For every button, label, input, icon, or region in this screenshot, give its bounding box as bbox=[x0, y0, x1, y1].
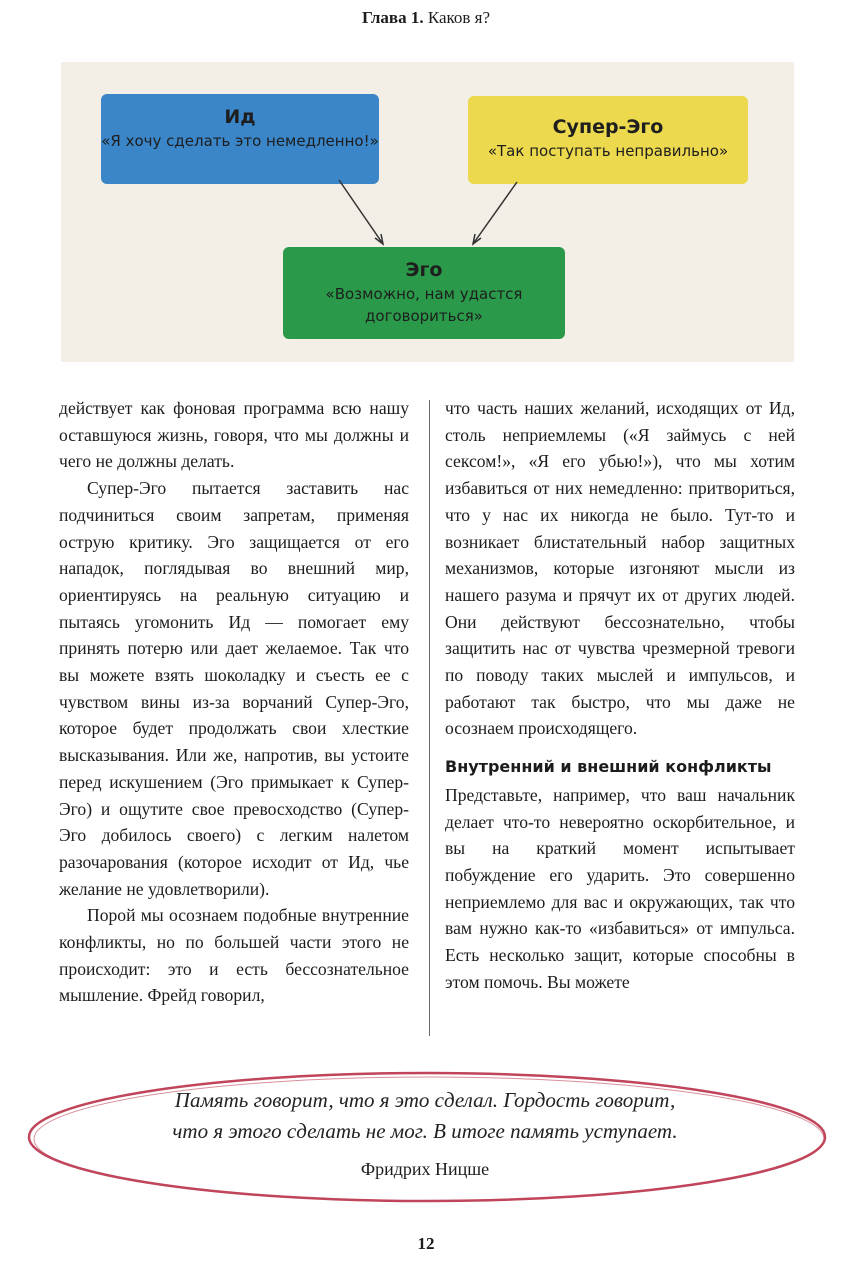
ego-title: Эго bbox=[405, 259, 443, 281]
ego-quote: «Возможно, нам удастся договориться» bbox=[325, 285, 523, 325]
superego-title: Супер-Эго bbox=[552, 116, 664, 138]
id-title: Ид bbox=[224, 106, 256, 128]
right-paragraph-1: что часть наших желаний, исходящих от Ид, столь неприемлемы («Я займусь с ней сексом!», «Я его убью!»), что мы хотим избавиться от них немедленно: притвориться, что у нас их никогда не было. Тут-то и возникает блистательный набор защитных механизмов, которые изгоняют мысли из нашего разума и прячут их от других людей. Они действуют бессознательно, чтобы защитить нас от чувства чрезмерной тревоги по поводу таких мыслей и импульсов, и работают так быстро, что мы даже не осознаем происходящего. bbox=[445, 398, 795, 739]
left-column bbox=[59, 395, 409, 1009]
left-paragraph-3: Порой мы осознаем подобные внутренние конфликты, но по большей части этого не происходит: это и есть бессознательное мышление. Фрейд говорил, bbox=[59, 905, 409, 1006]
page-number: 12 bbox=[417, 1234, 435, 1253]
left-paragraph-2: Супер-Эго пытается заставить нас подчиниться своим запретам, применяя острую критику. Эго защищается от его нападок, поглядывая во внешний мир, ориентируясь на реальную ситуацию и пытаясь угомонить Ид — помогает ему принять потерю или дает желаемое. Так что вы можете взять шоколадку и съесть ее с чувством вины из-за ворчаний Супер-Эго, которое будет продолжать свои хлесткие высказывания. Или же, напротив, вы устоите перед искушением (Эго примыкает к Супер-Эго) и ощутите свое превосходство (Супер-Эго добилось своего) с легким налетом разочарования (которое исходит от Ид, чье желание не удовлетворили). bbox=[59, 478, 409, 899]
arrow-superego-to-ego bbox=[473, 182, 517, 244]
column-divider bbox=[429, 400, 430, 1036]
right-column bbox=[445, 395, 795, 995]
diagram-arrows bbox=[61, 62, 794, 362]
left-paragraph-1: действует как фоновая программа всю нашу оставшуюся жизнь, говоря, что мы должны и чего не должны делать. bbox=[59, 398, 409, 472]
section-subheading: Внутренний и внешний конфликты bbox=[445, 757, 772, 777]
running-header bbox=[0, 8, 852, 28]
epigraph-quote bbox=[80, 1085, 770, 1180]
id-quote: «Я хочу сделать это немедленно!» bbox=[101, 132, 379, 150]
chapter-title: Каков я? bbox=[427, 8, 491, 27]
psyche-diagram bbox=[61, 62, 794, 362]
quote-line-2: что я этого сделать не мог. В итоге память уступает. bbox=[172, 1119, 678, 1143]
superego-quote: «Так поступать неправильно» bbox=[487, 142, 729, 160]
arrow-id-to-ego bbox=[339, 180, 383, 244]
quote-line-1: Память говорит, что я это сделал. Гордость говорит, bbox=[174, 1088, 676, 1112]
right-paragraph-2: Представьте, например, что ваш начальник делает что-то невероятно оскорбительное, и вы на краткий момент испытывает побуждение его ударить. Это совершенно неприемлемо для вас и окружающих, так что вам нужно как-то «избавиться» от импульса. Есть несколько защит, которые способны в этом помочь. Вы можете bbox=[445, 784, 795, 992]
quote-author: Фридрих Ницше bbox=[360, 1159, 490, 1179]
chapter-label: Глава 1. bbox=[361, 8, 424, 27]
